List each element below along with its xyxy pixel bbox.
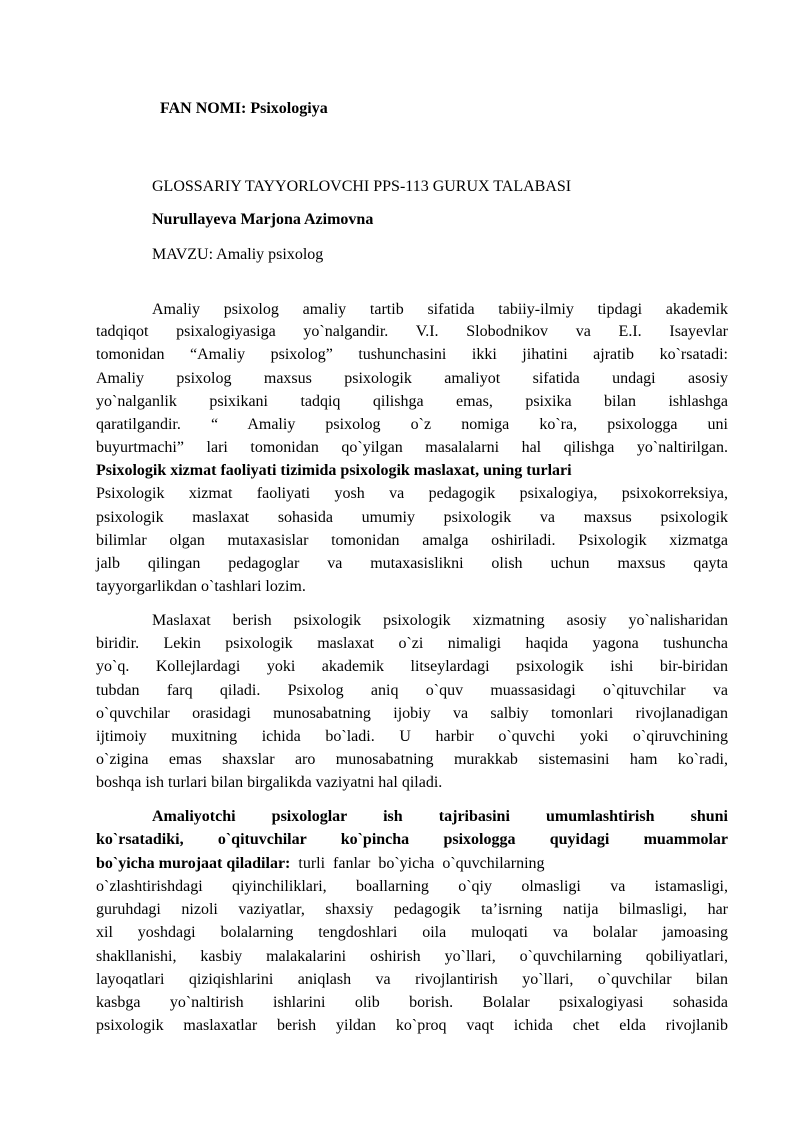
- paragraph-line: ijtimoiy muxitning ichida bo`ladi. U harbir o`quvchi yoki o`qiruvchining: [96, 728, 728, 745]
- paragraph-line: psixologik maslaxat sohasida umumiy psixologik va maxsus psixologik: [96, 509, 728, 526]
- paragraph-line: yo`nalganlik psixikani tadqiq qilishga emas, psixika bilan ishlashga: [96, 393, 728, 410]
- paragraph-line: layoqatlari qiziqishlarini aniqlash va rivojlantirish yo`llari, o`quvchilar bilan: [96, 971, 728, 988]
- paragraph-line: psixologik maslaxatlar berish yildan ko`proq vaqt ichida chet elda rivojlanib: [96, 1017, 728, 1034]
- bold-lead-text: bo`yicha murojaat qiladilar:: [96, 855, 291, 872]
- paragraph-line: tomonidan “Amaliy psixolog” tushunchasini ikki jihatini ajratib ko`rsatadi:: [96, 346, 728, 363]
- paragraph-line: qaratilgandir. “ Amaliy psixolog o`z nomiga ko`ra, psixologga uni: [96, 416, 728, 433]
- paragraph-line: jalb qilingan pedagoglar va mutaxasislikni olish uchun maxsus qayta: [96, 555, 728, 572]
- paragraph-line: Maslaxat berish psixologik psixologik xizmatning asosiy yo`nalisharidan: [152, 612, 728, 629]
- paragraph-line: xil yoshdagi bolalarning tengdoshlari oila muloqati va bolalar jamoasing: [96, 924, 728, 941]
- subject-title: FAN NOMI: Psixologiya: [160, 100, 328, 117]
- paragraph-line: kasbga yo`naltirish ishlarini olib borish. Bolalar psixalogiyasi sohasida: [96, 994, 728, 1011]
- glossary-heading: GLOSSARIY TAYYORLOVCHI PPS-113 GURUX TALABASI: [152, 178, 572, 195]
- paragraph-line-bold: ko`rsatadiki, o`qituvchilar ko`pincha psixologga quyidagi muammolar: [96, 831, 728, 848]
- paragraph-line: Amaliy psixolog maxsus psixologik amaliyot sifatida undagi asosiy: [96, 370, 728, 387]
- paragraph-line: tayyorgarlikdan o`tashlari lozim.: [96, 578, 306, 595]
- section-heading: Psixologik xizmat faoliyati tizimida psixologik maslaxat, uning turlari: [96, 462, 572, 479]
- paragraph-line-bold: Amaliyotchi psixologlar ish tajribasini umumlashtirish shuni: [152, 808, 728, 825]
- paragraph-line: bilimlar olgan mutaxasislar tomonidan amalga oshiriladi. Psixologik xizmatga: [96, 532, 728, 549]
- paragraph-line: yo`q. Kollejlardagi yoki akademik litseylardagi psixologik ishi bir-biridan: [96, 658, 728, 675]
- paragraph-line: o`zigina emas shaxslar aro munosabatning murakkab sistemasini ham ko`radi,: [96, 751, 728, 768]
- paragraph-line: o`quvchilar orasidagi munosabatning ijobiy va salbiy tomonlari rivojlanadigan: [96, 705, 728, 722]
- paragraph-line-mixed: [96, 853, 728, 875]
- plain-continuation-text: turli fanlar bo`yicha o`quvchilarning: [290, 855, 545, 872]
- paragraph-line: o`zlashtirishdagi qiyinchiliklari, boallarning o`qiy olmasligi va istamasligi,: [96, 878, 728, 895]
- author-name: Nurullayeva Marjona Azimovna: [152, 211, 374, 228]
- paragraph-line: Amaliy psixolog amaliy tartib sifatida tabiiy-ilmiy tipdagi akademik: [152, 301, 728, 318]
- paragraph-line: biridir. Lekin psixologik maslaxat o`zi nimaligi haqida yagona tushuncha: [96, 635, 728, 652]
- paragraph-line: Psixologik xizmat faoliyati yosh va pedagogik psixalogiya, psixokorreksiya,: [96, 485, 728, 502]
- paragraph-line: boshqa ish turlari bilan birgalikda vaziyatni hal qiladi.: [96, 774, 443, 791]
- paragraph-line: tadqiqot psixalogiyasiga yo`nalgandir. V.I. Slobodnikov va E.I. Isayevlar: [96, 323, 728, 340]
- paragraph-line: buyurtmachi” lari tomonidan qo`yilgan masalalarni hal qilishga yo`naltirilgan.: [96, 439, 728, 456]
- paragraph-line: shakllanishi, kasbiy malakalarini oshirish yo`llari, o`quvchilarning qobiliyatlari,: [96, 948, 728, 965]
- paragraph-line: tubdan farq qiladi. Psixolog aniq o`quv muassasidagi o`qituvchilar va: [96, 682, 728, 699]
- paragraph-line: guruhdagi nizoli vaziyatlar, shaxsiy pedagogik ta’isrning natija bilmasligi, har: [96, 901, 728, 918]
- topic-line: MAVZU: Amaliy psixolog: [152, 246, 324, 263]
